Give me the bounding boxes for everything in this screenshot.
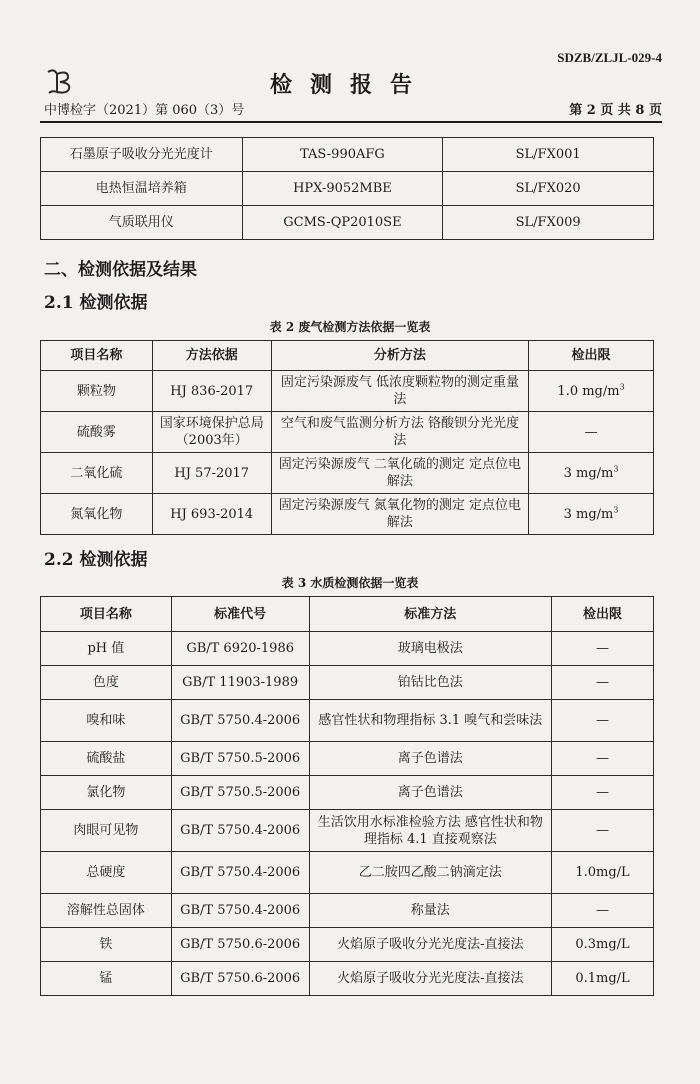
table-cell: — (552, 666, 654, 700)
table-row (41, 666, 654, 700)
table-row (41, 962, 654, 996)
unit-superscript: 3 (613, 505, 619, 515)
limit-value: 1.0 mg/m (557, 383, 620, 399)
table-row (41, 776, 654, 810)
table-cell: SL/FX009 (443, 206, 654, 240)
table-cell: — (552, 742, 654, 776)
table-cell: 固定污染源废气 氮氧化物的测定 定点位电解法 (271, 494, 528, 535)
table-cell: — (552, 810, 654, 852)
table-cell: 离子色谱法 (309, 776, 551, 810)
table-cell: 氮氧化物 (41, 494, 153, 535)
table-cell: TAS-990AFG (242, 138, 443, 172)
table-cell: 总硬度 (41, 852, 172, 894)
table-cell: HJ 57-2017 (152, 453, 271, 494)
limit-value: 3 mg/m (563, 465, 614, 481)
limit-value: — (584, 424, 598, 440)
page-title: 检测报告 (269, 72, 430, 98)
column-header: 方法依据 (152, 341, 271, 371)
table-row (41, 494, 654, 535)
table-cell: 固定污染源废气 二氧化硫的测定 定点位电解法 (271, 453, 528, 494)
table-cell: 生活饮用水标准检验方法 感官性状和物理指标 4.1 直接观察法 (309, 810, 551, 852)
table-cell: 称量法 (309, 894, 551, 928)
limit-value: 3 mg/m (563, 506, 614, 522)
table-cell: 空气和废气监测分析方法 铬酸钡分光光度法 (271, 412, 528, 453)
table-cell (529, 494, 654, 535)
table-cell: — (552, 776, 654, 810)
table-cell (529, 453, 654, 494)
table-cell: 电热恒温培养箱 (41, 172, 243, 206)
table2-caption: 表 2 废气检测方法依据一览表 (269, 320, 431, 334)
table-row (41, 138, 654, 172)
table-row (41, 810, 654, 852)
table-cell: 1.0mg/L (552, 852, 654, 894)
table-cell: SL/FX020 (443, 172, 654, 206)
table-row (41, 412, 654, 453)
table-cell: pH 值 (41, 632, 172, 666)
table-row (41, 172, 654, 206)
table-row (41, 206, 654, 240)
table-cell: 石墨原子吸收分光光度计 (41, 138, 243, 172)
table-cell: 乙二胺四乙酸二钠滴定法 (309, 852, 551, 894)
table-cell: 玻璃电极法 (309, 632, 551, 666)
table-cell: 肉眼可见物 (41, 810, 172, 852)
table-cell: 锰 (41, 962, 172, 996)
table-cell: GB/T 5750.4-2006 (171, 894, 309, 928)
table-row (41, 928, 654, 962)
column-header: 检出限 (529, 341, 654, 371)
table-cell: 氯化物 (41, 776, 172, 810)
page-number: 第 2 页 共 8 页 (569, 103, 662, 118)
table3-caption: 表 3 水质检测依据一览表 (281, 576, 419, 590)
table-cell: GB/T 5750.5-2006 (171, 742, 309, 776)
document-code: SDZB/ZLJL-029-4 (557, 50, 662, 65)
column-header: 标准代号 (171, 597, 309, 632)
table-cell: HPX-9052MBE (242, 172, 443, 206)
table-cell (529, 371, 654, 412)
table-cell: GB/T 5750.6-2006 (171, 928, 309, 962)
column-header: 分析方法 (271, 341, 528, 371)
column-header: 项目名称 (41, 341, 153, 371)
table-cell: 硫酸雾 (41, 412, 153, 453)
instrument-table (40, 137, 654, 240)
table-header-row (41, 597, 654, 632)
section-heading-main: 二、检测依据及结果 (44, 260, 197, 280)
exhaust-gas-method-table (40, 340, 654, 535)
table-cell (529, 412, 654, 453)
column-header: 项目名称 (41, 597, 172, 632)
table-cell: 火焰原子吸收分光光度法-直接法 (309, 928, 551, 962)
section-heading-2-1: 2.1 检测依据 (44, 293, 148, 313)
table-cell: GB/T 11903-1989 (171, 666, 309, 700)
table-row (41, 453, 654, 494)
table-cell: 溶解性总固体 (41, 894, 172, 928)
table-cell: 颗粒物 (41, 371, 153, 412)
table-cell: 气质联用仪 (41, 206, 243, 240)
report-number: 中博检字（2021）第 060（3）号 (44, 103, 245, 118)
table-cell: 铂钴比色法 (309, 666, 551, 700)
table-cell: GB/T 5750.6-2006 (171, 962, 309, 996)
table-header-row (41, 341, 654, 371)
table-cell: SL/FX001 (443, 138, 654, 172)
table-cell: — (552, 700, 654, 742)
table-cell: 硫酸盐 (41, 742, 172, 776)
column-header: 标准方法 (309, 597, 551, 632)
unit-superscript: 3 (619, 382, 625, 392)
table-cell: GB/T 6920-1986 (171, 632, 309, 666)
table-row (41, 742, 654, 776)
table-cell: 火焰原子吸收分光光度法-直接法 (309, 962, 551, 996)
table-cell: — (552, 632, 654, 666)
table-cell: GB/T 5750.4-2006 (171, 810, 309, 852)
table-cell: HJ 693-2014 (152, 494, 271, 535)
table-cell: 固定污染源废气 低浓度颗粒物的测定重量法 (271, 371, 528, 412)
unit-superscript: 3 (613, 464, 619, 474)
column-header: 检出限 (552, 597, 654, 632)
header-rule (40, 121, 662, 123)
table-row (41, 852, 654, 894)
table-cell: GB/T 5750.4-2006 (171, 852, 309, 894)
table-cell: 离子色谱法 (309, 742, 551, 776)
table-cell: 感官性状和物理指标 3.1 嗅气和尝味法 (309, 700, 551, 742)
table-row (41, 632, 654, 666)
table-cell: — (552, 894, 654, 928)
table-cell: 0.3mg/L (552, 928, 654, 962)
table-row (41, 371, 654, 412)
table-cell: 色度 (41, 666, 172, 700)
table-cell: 嗅和味 (41, 700, 172, 742)
table-cell: 0.1mg/L (552, 962, 654, 996)
table-cell: 二氧化硫 (41, 453, 153, 494)
table-cell: GB/T 5750.4-2006 (171, 700, 309, 742)
table-cell: 国家环境保护总局（2003年） (152, 412, 271, 453)
table-cell: GCMS-QP2010SE (242, 206, 443, 240)
water-quality-method-table (40, 596, 654, 996)
table-row (41, 894, 654, 928)
table-row (41, 700, 654, 742)
table-cell: HJ 836-2017 (152, 371, 271, 412)
table-cell: GB/T 5750.5-2006 (171, 776, 309, 810)
table-cell: 铁 (41, 928, 172, 962)
section-heading-2-2: 2.2 检测依据 (44, 550, 148, 570)
